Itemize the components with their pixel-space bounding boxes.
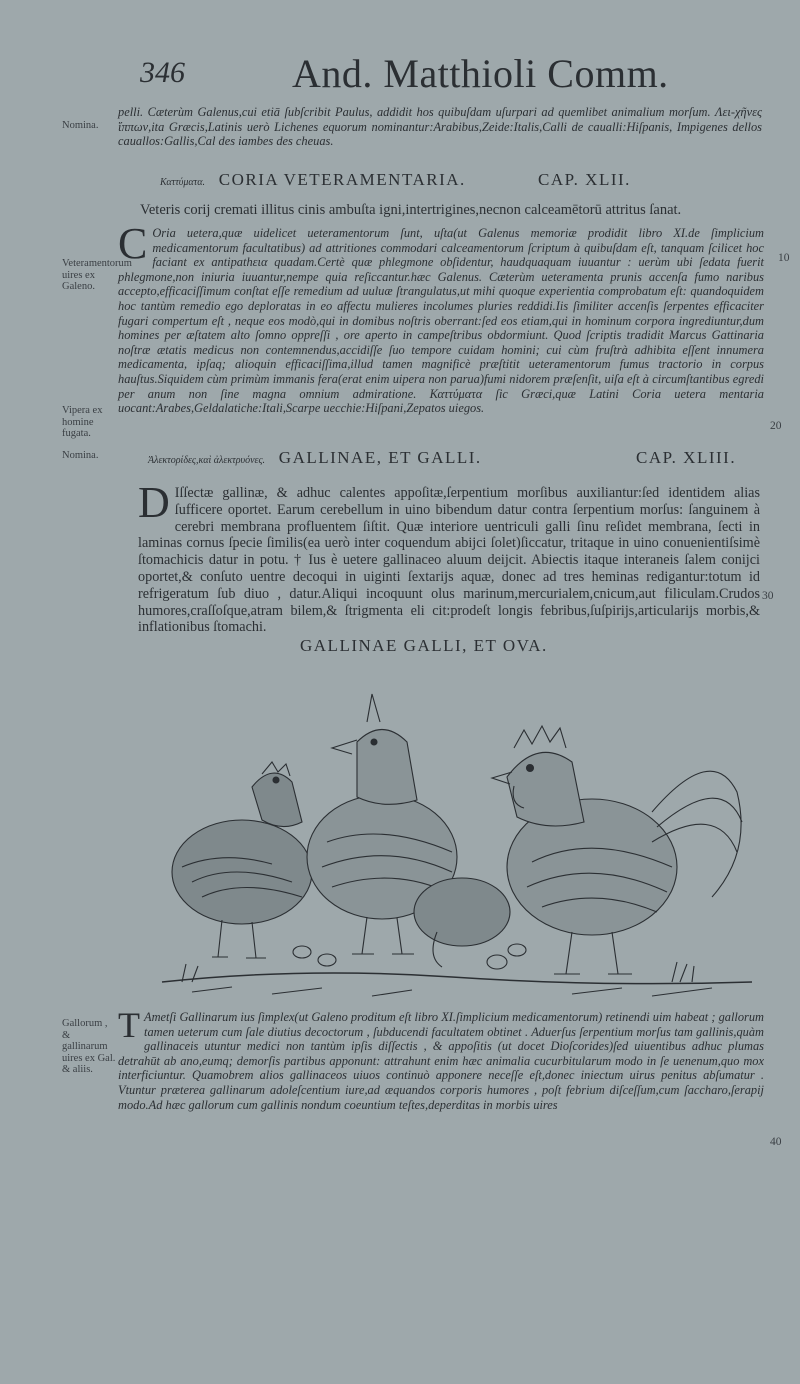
chapter-number: CAP. XLIII.	[636, 448, 737, 467]
chapter-greek-name: Ἀλεκτορίδες,καὶ ἀλεκτρυόνες.	[148, 455, 266, 466]
commentary-cap42	[118, 219, 764, 416]
top-paragraph: pelli. Cæterùm Galenus,cui etiā ſubſcribit Paulus, addidit hos quibuſdam uſurpari ad quemlibet animalium morſum. Λει-χῆνες ἵππων,ita Græcis,Latinis uerò Lichenes equorum nominantur:Arabibus,Zeide:Italis,Calli de caualli:Hiſpanis, Impigenes dellos cauallos:Gallis,Cal des iambes des cheuas.	[118, 105, 762, 149]
drop-cap: T	[118, 1005, 140, 1045]
margin-note-gallorum: Gallorum , & gallinarum uires ex Gal. & aliis.	[62, 1018, 116, 1075]
chapter-summary: Veteris corij cremati illitus cinis ambuſta igni,intertrigines,necnon calceamētorū attritus ſanat.	[140, 202, 682, 218]
page-header	[140, 50, 780, 104]
chapter-title: GALLINAE, ET GALLI.	[278, 448, 482, 467]
commentary-cap43	[118, 1005, 764, 1112]
margin-note-veteramenta: Veteramentorum uires ex Galeno.	[62, 258, 132, 292]
dioscorides-text-cap43	[138, 478, 760, 636]
commentary-text: Oria uetera,quæ uidelicet ueteramentorum ſunt, uſta(ut Galenus memoriæ prodidit libro XI.de ſimplicium medicamentorum facultatibus) ad attritiones commodari calceamentorum ſcriptum à quibuſdam eſt, tanquam ſcilicet hoc faciant ex antipathεια quadam.Certè quæ phlegmone obſidentur, haudquaquam iuuantur : uerùm ubi ſedata fuerit phlegmone,non iniuria iuuantur,nempe quia reſiccantur.hæc Galenus. Cæterùm ueteramenta prunis accenſa fumo naribus accepto,efficaciſſimum conſtat eſſe remedium ad uuluæ ſtrangulatus,ut mihi quoque experientia comprobatum eſt: quandoquidem hoc tantùm remedio ego deploratas in eo affectu mulieres incolumes pluries reddidi.Iis ſimiliter accenſis ſerpentes efficaciter fugari compertum eſt , neque eos modò,qui in domibus noſtris oberrant:ſed eos etiam,qui in hominum corpora ingrediuntur,dum homines per æſtatem alto ſomno oppreſſi , ore aperto in campeſtribus obdormiunt. Quod ſcriptis tradidit Marcus Gattinaria noſtræ ætatis medicus non contemnendus,accidiſſe ſuo tempore cuidam homini; cui cùm fruſtrà adhibita eſſent innumera medicamenta, ipſaq; alioquin efficaciſſima,illud tamen magnificè præſtitit ueteramentorum fumus tractorio in corpus hauſtus.Siquidem cùm primùm immanis fera(erat enim uipera non parua)fumi nidorem præſenſit, uiſa eſt à circumſtantibus egredi per anum non ſine magna omnium admiratione. Καττύματα ſic Græci,quæ Latini Coria uetera mentaria uocant:Arabes,Geldalatiche:Itali,Scarpe uecchie:Hiſpani,Zepatos uiegos.	[118, 226, 764, 416]
margin-note-nomina-2: Nomina.	[62, 450, 99, 461]
line-number: 20	[770, 420, 782, 432]
chapter-greek-name: Καττύματα.	[160, 177, 205, 188]
margin-note-vipera: Vipera ex homine fugata.	[62, 405, 103, 439]
chapter-title: CORIA VETERAMENTARIA.	[218, 170, 466, 189]
hens-and-rooster-woodcut-icon	[152, 682, 760, 1004]
running-head: And. Matthioli Comm.	[292, 51, 669, 96]
line-number: 30	[762, 590, 774, 602]
chapter-heading-43	[148, 448, 760, 468]
drop-cap: D	[138, 478, 170, 527]
page-number: 346	[140, 56, 185, 89]
line-number: 10	[778, 252, 790, 264]
chapter-heading-42	[160, 170, 760, 190]
commentary-text: Ametſi Gallinarum ius ſimplex(ut Galeno proditum eſt libro XI.ſimplicium medicamentorum) retinendi uim habeat ; gallorum tamen ueterum cum ſale diutius decoctorum , ſubducendi facultatem obtinet . Aduerſus ſerpentium morſus tam gallinis,quàm gallinaceis utuntur medici non tantùm ipſis diſſectis , & appoſitis (ut docet Dioſcorides)ſed uiuentibus adhuc plumas detrahūt ab ano,eumq; demorſis partibus apponunt: attrahunt enim hæc animalia cucurbitularum modo in ſe uenenum,quo mox interficiuntur. Quamobrem alios gallinaceos uiuos continuò apponere neceſſe eſt,donec iniectum uirus penitus abſumatur . Vtuntur præterea gallinarum adoleſcentium iure,ad æquandos corporis humores , poſt febrium diſceſſum,cum ſaccharo,ſerapij modo.Ad hæc gallorum cum gallinis nondum coeuntium teſtes,deperditas in morbis uires	[118, 1010, 764, 1112]
dioscorides-text: Iſſectæ gallinæ, & adhuc calentes appoſitæ,ſerpentium morſibus auxiliantur:ſed identidem alias ſufficere oportet. Earum cerebellum in uino bibendum datur contra ſerpentium morſus: ſanguinem à cerebri membrana profluentem ſiſtit. Quæ interiore uentriculi galli ſinu reſidet membrana, ſecti in laminas cornus ſpecie ſimilis(ea uerò inter coquendum abijci ſolet)ſiccatur, tritaque in uino conuenientiſsimè ſtomachicis datur in potu. † Ius è uetere gallinaceo aluum deijcit. Abiectis itaque interaneis ſalem conijci oportet,& conſuto uentre decoqui in uiginti ſextarijs aquæ, donec ad tres heminas redigantur:totum id refrigeratum ſub diuo , datur.Aliqui incoquunt olus marinum,mercurialem,cnicum,aut filiculam.Crudos humores,craſſoſque,atram bilem,& ſtrigmenta eli cit:prodeſt longis febribus,ſuſpirijs,articularijs morbis,& inflationibus ſtomachi.	[138, 485, 760, 636]
drop-cap: C	[118, 219, 148, 268]
chapter-number: CAP. XLII.	[538, 170, 631, 189]
line-number: 40	[770, 1136, 782, 1148]
woodcut-title: GALLINAE GALLI, ET OVA.	[300, 636, 548, 655]
margin-note-nomina-1: Nomina.	[62, 120, 99, 131]
